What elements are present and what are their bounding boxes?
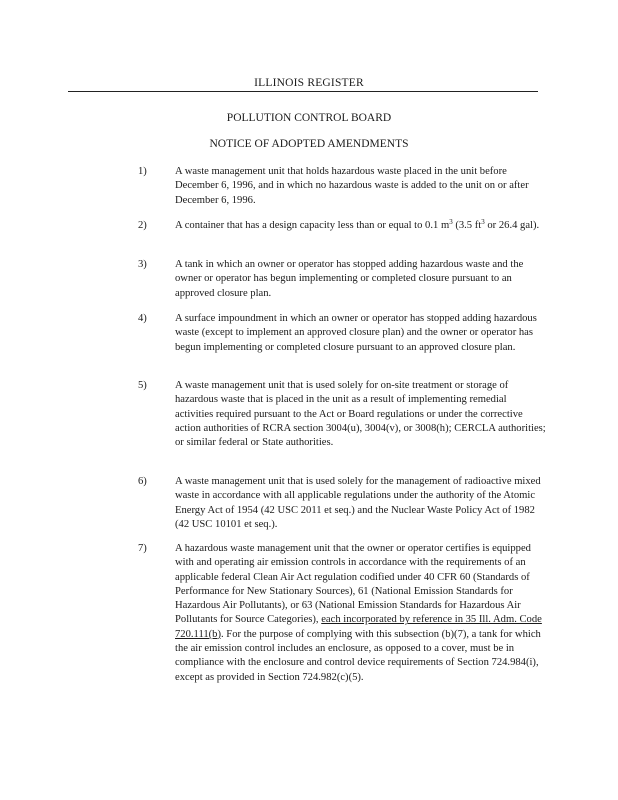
item-number: 5) bbox=[138, 380, 147, 391]
item-text: A tank in which an owner or operator has stopped adding hazardous waste and the owner or operator has begun implementing or completed closure pursuant to an approved closure plan. bbox=[175, 259, 524, 299]
item-number: 4) bbox=[138, 313, 147, 324]
item-number: 1) bbox=[138, 166, 147, 177]
item-text-part: A container that has a design capacity less than or equal to 0.1 m bbox=[175, 220, 450, 231]
item-number: 7) bbox=[138, 543, 147, 554]
board-heading: POLLUTION CONTROL BOARD bbox=[226, 112, 392, 124]
item-text: A waste management unit that holds hazardous waste placed in the unit before December 6, 1996, and in which no hazardous waste is added to the unit on or after December 6, 1996. bbox=[175, 166, 529, 206]
item-text-part: A hazardous waste management unit that the owner or operator certifies is equipped with and operating air emission controls in accordance with the requirements of an applicable federal Clean Air Act regulation codified under 40 CFR 60 (Standards of Performance for New Stationary Sources), 61 (National Emission Standards for Hazardous Air Pollutants), or 63 (National Emission Standards for Hazardous Air Pollutants for Source Categories), bbox=[175, 543, 531, 626]
underlined-amendment-text: each incorporated by reference in 35 Ill. Adm. Code 720.111(b) bbox=[175, 614, 542, 640]
item-text: A waste management unit that is used solely for on-site treatment or storage of hazardous waste that is placed in the unit as a result of implementing remedial activities required pursuant to the Act or Board regulations or under the corrective action authorities of RCRA section 3004(u), 3004(v), or 3008(h); CERCLA authorities; or similar federal or State authorities. bbox=[175, 380, 546, 449]
item-text: A surface impoundment in which an owner or operator has stopped adding hazardous waste (except to implement an approved closure plan) and the owner or operator has begun implementing or completed closure pursuant to an approved closure plan. bbox=[175, 313, 537, 353]
notice-heading: NOTICE OF ADOPTED AMENDMENTS bbox=[209, 138, 409, 150]
superscript: 3 bbox=[449, 218, 453, 226]
item-text-part: (3.5 ft bbox=[452, 220, 482, 231]
header-rule bbox=[68, 91, 538, 92]
item-number: 2) bbox=[138, 220, 147, 231]
register-heading: ILLINOIS REGISTER bbox=[254, 77, 364, 89]
item-text bbox=[175, 542, 546, 685]
item-text: A waste management unit that is used solely for the management of radioactive mixed waste in accordance with all applicable regulations under the authority of the Atomic Energy Act of 1954 (42 USC 2011 et seq.) and the Nuclear Waste Policy Act of 1982 (42 USC 10101 et seq.). bbox=[175, 476, 541, 530]
superscript: 3 bbox=[481, 218, 485, 226]
item-text-part: or 26.4 gal). bbox=[484, 220, 540, 231]
item-number: 3) bbox=[138, 259, 147, 270]
item-number: 6) bbox=[138, 476, 147, 487]
item-text bbox=[175, 219, 546, 233]
item-text-part: . For the purpose of complying with this subsection (b)(7), a tank for which the air emission control includes an enclosure, as opposed to a cover, must be in compliance with the enclosure and control device requirements of Section 724.984(i), except as provided in Section 724.982(c)(5). bbox=[175, 628, 541, 683]
